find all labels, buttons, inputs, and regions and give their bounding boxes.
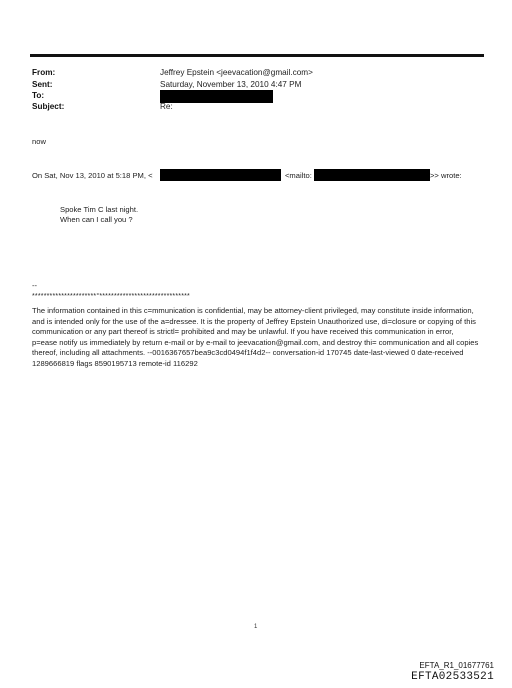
quote-wrote: >> wrote: [430,171,462,180]
subject-value: Re: [160,102,173,111]
sent-value: Saturday, November 13, 2010 4:47 PM [160,80,302,89]
page-number: 1 [254,624,258,630]
quote-mailto: <mailto: [285,171,312,180]
sender-redaction [160,169,281,181]
from-value: Jeffrey Epstein <jeevacation@gmail.com> [160,68,313,77]
bates-number-small: EFTA_R1_01677761 [419,661,494,670]
reply-text: now [32,137,46,146]
quoted-line-1: Spoke Tim C last night. [60,205,139,214]
quote-intro: On Sat, Nov 13, 2010 at 5:18 PM, < [32,171,153,180]
subject-label: Subject: [32,102,65,111]
disclaimer-text: The information contained in this c=mmunication is confidential, may be attorney-client privileged, may constitute inside information, and is intended only for the use of the a=dressee. It is the property of Jeffrey Epstein Unauthorized use, di=closure or copying of this communication or any part thereof is strictl= prohibited and may be unlawful. If you have received this communication in error, p=ease notify us immediately by return e-mail or by e-mail to jeevacation@gmail.com, and destroy thi= communication and all copies thereof, including all attachments. --0016367657bea9c3cd0494f1f4d2-- conversation-id 170745 date-last-viewed 0 date-received 1289666819 flags 8590195713 remote-id 116292 [32,306,479,368]
header-rule [30,54,484,57]
bates-number-large: EFTA02533521 [411,671,494,683]
to-redaction [160,90,273,103]
to-label: To: [32,91,45,100]
from-label: From: [32,68,56,77]
signature-dash: -- [32,281,38,290]
sent-label: Sent: [32,80,53,89]
signature-stars: **********************°******************************* [32,293,190,300]
mailto-redaction [314,169,430,181]
quoted-line-2: When can I call you ? [60,215,133,224]
